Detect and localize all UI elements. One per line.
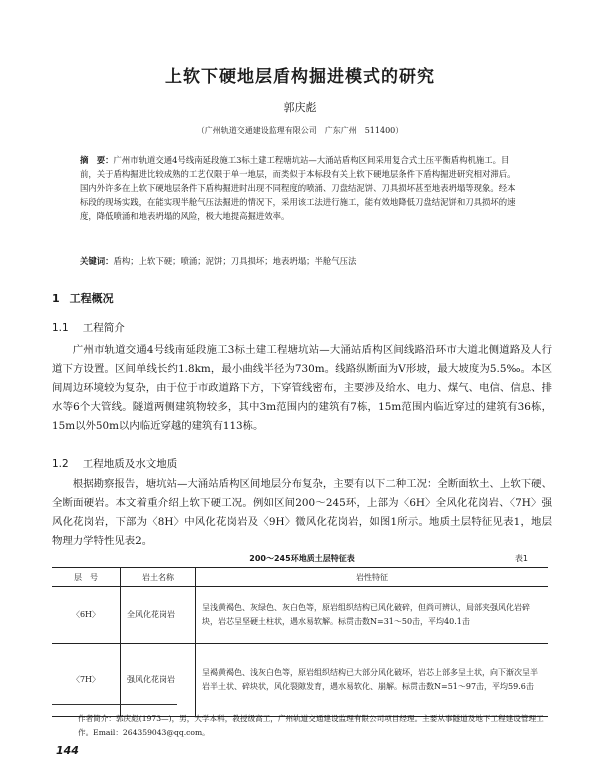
paper-title: 上软下硬地层盾构掘进模式的研究 (165, 67, 435, 87)
table-cell-description: 呈褐黄褐色、浅灰白色等，原岩组织结构已大部分风化破坏，岩芯上部多呈土状，向下渐次呈半岩半土状、碎块状，风化裂隙发育，遇水易软化、崩解。标贯击数N=51～97击，平均59.6击 (196, 644, 549, 717)
table-header-description: 岩性特征 (196, 568, 549, 587)
page-number: 144 (56, 744, 79, 757)
footnote-divider (52, 704, 177, 705)
abstract-text: 广州市轨道交通4号线南延段施工3标土建工程塘坑站—大涌站盾构区间采用复合式土压平衡盾构机施工。目前，关于盾构掘进比较成熟的工艺仅限于单一地层，而类似于本标段有关上软下硬地层条件下盾构掘进研究相对滞后。国内外许多在上软下硬地层条件下盾构掘进时出现不同程度的喷涌、刀盘结泥饼、刀具损坏甚至地表坍塌等现象。经本标段的现场实践，在能实现半舱气压法掘进的情况下，采用该工法进行施工，能有效地降低刀盘结泥饼和刀具损坏的速度，降低喷涌和地表坍塌的风险，极大地提高掘进效率。 (80, 155, 516, 221)
subsection-title: 工程地质及水文地质 (82, 458, 178, 470)
section-heading-1 (52, 290, 114, 306)
strata-table (52, 567, 548, 717)
table-title: 200～245环地质土层特征表 (249, 554, 355, 563)
table-cell-name: 强风化花岗岩 (121, 644, 196, 717)
table-cell-layer: 〈6H〉 (52, 587, 121, 644)
table-header-layer: 层 号 (52, 568, 121, 587)
keywords-label: 关键词： (80, 256, 114, 266)
subsection-number: 1.1 (52, 322, 69, 334)
table-cell-name: 全风化花岗岩 (121, 587, 196, 644)
author-name: 郭庆彪 (283, 101, 317, 114)
table-cell-layer: 〈7H〉 (71, 675, 101, 684)
author-affiliation: （广州轨道交通建设监理有限公司 广东广州 511400） (196, 126, 404, 135)
table-number: 表1 (514, 554, 528, 563)
table-row (52, 644, 548, 717)
paragraph-geology: 根据勘察报告，塘坑站—大涌站盾构区间地层分布复杂，主要有以下二种工况：全断面软土、上软下硬、全断面硬岩。本文着重介绍上软下硬工况。例如区间200～245环，上部为〈6H〉全风化花岗岩、〈7H〉强风化花岗岩，下部为〈8H〉中风化花岗岩及〈9H〉微风化花岗岩，如图1所示。地质土层特征见表1，地层物理力学特性见表2。 (52, 478, 552, 547)
keywords (80, 254, 520, 268)
abstract (80, 153, 520, 223)
section-title: 工程概况 (69, 292, 114, 305)
abstract-label: 摘 要： (80, 155, 114, 165)
author-footnote: 作者简介：郭庆彪(1973—)，男，大学本科，教授级高工，广州轨道交通建设监理有限公司项目经理。主要从事隧道及地下工程建设管理工作。Email：264359043@qq.com。 (78, 714, 544, 737)
table-cell-description: 呈浅黄褐色、灰绿色、灰白色等，原岩组织结构已风化破碎，但尚可辨认，局部夹强风化岩碎块，岩芯呈坚硬土柱状，遇水易软解。标贯击数N=31～50击，平均40.1击 (196, 587, 549, 644)
paragraph-project-overview: 广州市轨道交通4号线南延段施工3标土建工程塘坑站—大涌站盾构区间线路沿环市大道北侧道路及人行道下方设置。区间单线长约1.8km，最小曲线半径为730m。线路纵断面为V形坡，最大坡度为5.5‰。本区间周边环境较为复杂，由于位于市政道路下方，下穿管线密布，主要涉及给水、电力、煤气、电信、信息、排水等6个大管线。隧道两侧建筑物较多，其中3m范围内的建筑有7栋，15m范围内临近穿过的建筑有36栋，15m以外50m以内临近穿越的建筑有113栋。 (52, 344, 552, 432)
subsection-title: 工程简介 (82, 322, 125, 334)
subsection-heading-1-1 (52, 320, 125, 335)
subsection-number: 1.2 (52, 458, 69, 470)
keywords-text: 盾构；上软下硬；喷涌；泥饼；刀具损坏；地表坍塌；半舱气压法 (113, 256, 357, 266)
subsection-heading-1-2 (52, 456, 177, 471)
section-number: 1 (52, 292, 60, 305)
table-row (52, 587, 548, 644)
table-header-name: 岩土名称 (121, 568, 196, 587)
